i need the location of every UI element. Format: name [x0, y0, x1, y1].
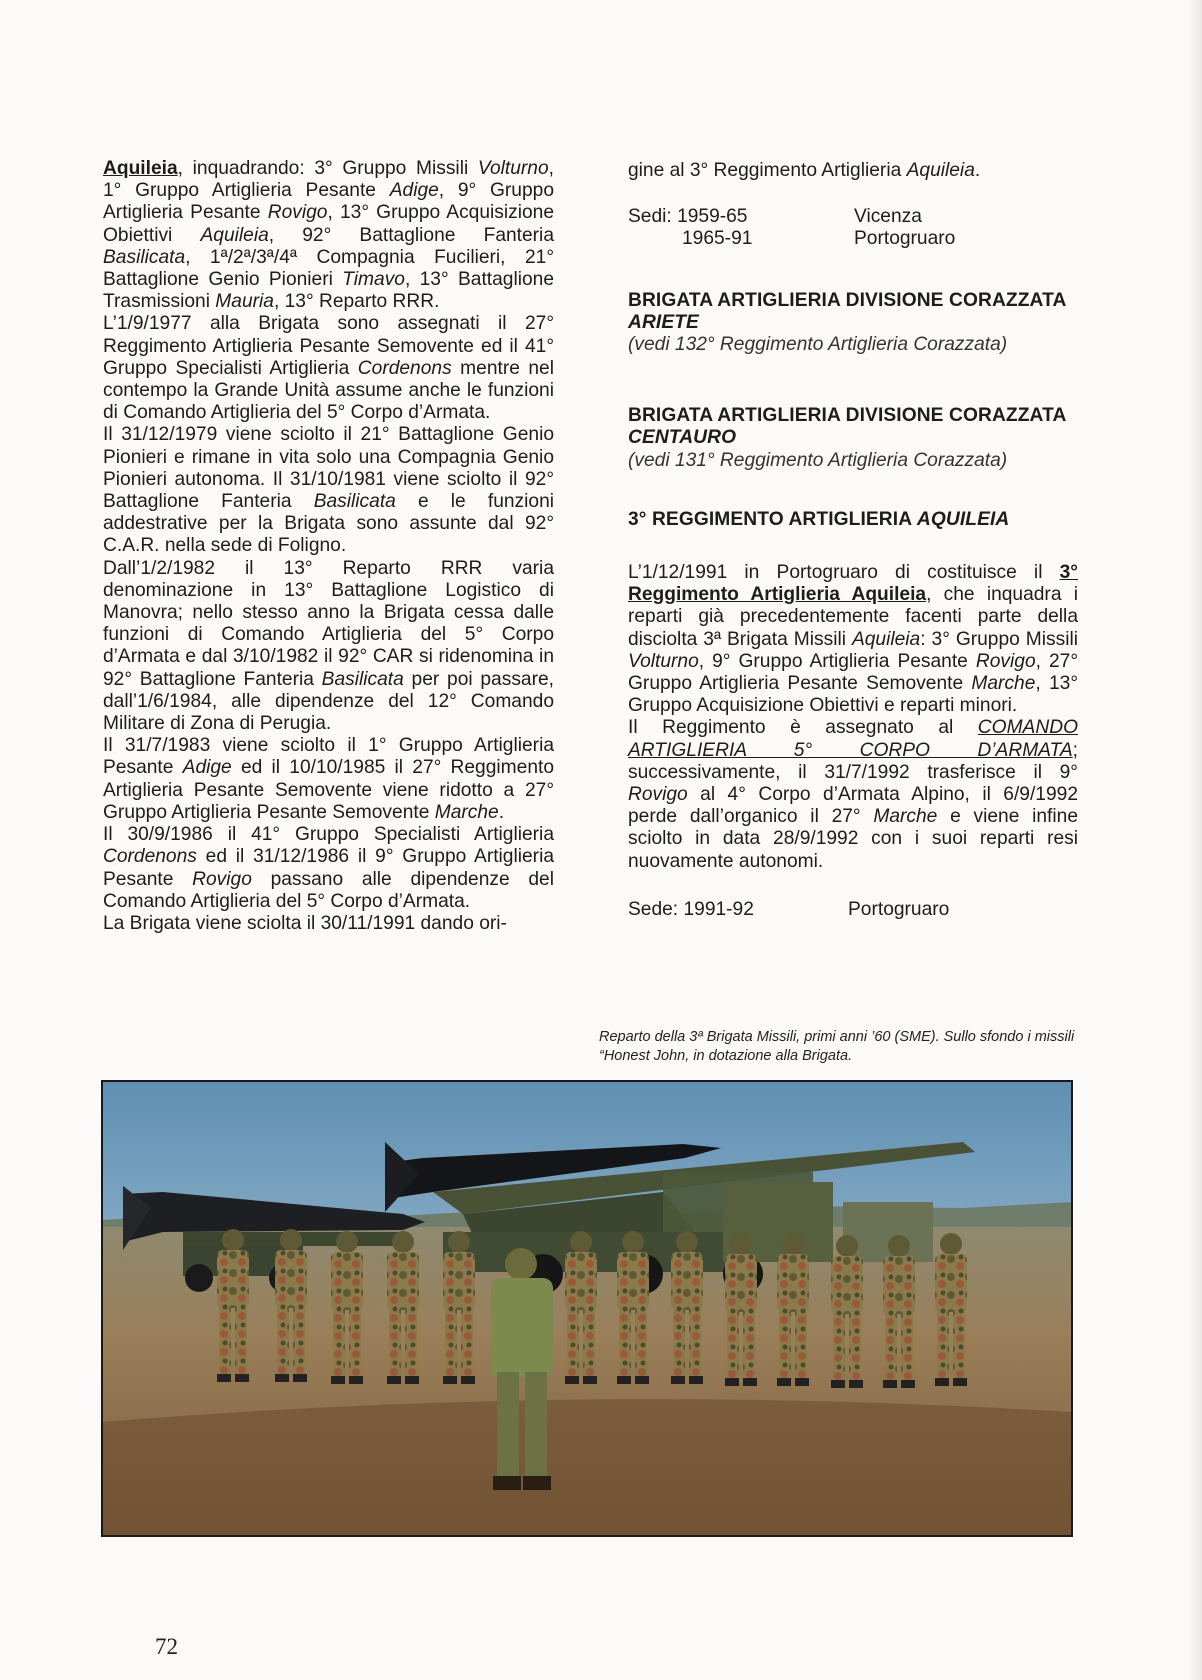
comando-link[interactable]: COMANDO ARTIGLIERIA 5° CORPO D’ARMATA [628, 717, 1078, 761]
photo-missile-battery [101, 1080, 1073, 1537]
page-edge-shadow [1188, 0, 1202, 1680]
paragraph: L’1/9/1977 alla Brigata sono assegnati il 27° Reggimento Artiglieria Pesante Semovente ed il 41° Gruppo Specialisti Artiglieria Cordenons mentre nel contempo la Grande Unità assume anche le funzioni di Comando Artiglieria del 5° Corpo d’Armata. [103, 313, 554, 424]
paragraph: gine al 3° Reggimento Artiglieria Aquileia. [628, 160, 981, 181]
section-heading-ariete: BRIGATA ARTIGLIERIA DIVISIONE CORAZZATA ARIETE [628, 289, 1066, 333]
sedi-row: Sedi: 1959-65 Vicenza [628, 206, 922, 228]
paragraph: Il 31/12/1979 viene sciolto il 21° Battaglione Genio Pionieri e rimane in vita solo una Compagnia Genio Pionieri autonoma. Il 31/10/1981 viene sciolto il 92° Battaglione Fanteria Basilicata e le funzioni addestrative per la Brigata sono assunte dal 92° C.A.R. nella sede di Foligno. [103, 424, 554, 557]
reggimento-link[interactable]: 3° Reggimento Artiglieria Aquileia [628, 562, 1078, 606]
paragraph: Il 30/9/1986 il 41° Gruppo Specialisti Artiglieria Cordenons ed il 31/12/1986 il 9° Gruppo Artiglieria Pesante Rovigo passano alle dipendenze del Comando Artiglieria del 5° Corpo d’Armata. [103, 824, 554, 912]
paragraph: Aquileia, inquadrando: 3° Gruppo Missili Volturno, 1° Gruppo Artiglieria Pesante Adige, 9° Gruppo Artiglieria Pesante Rovigo, 13° Gruppo Acquisizione Obiettivi Aquileia, 92° Battaglione Fanteria Basilicata, 1ª/2ª/3ª/4ª Compagnia Fucilieri, 21° Battaglione Genio Pionieri Timavo, 13° Battaglione Trasmissioni Mauria, 13° Reparto RRR. [103, 158, 554, 313]
right-column [628, 160, 1078, 921]
section-heading-aquileia: 3° REGGIMENTO ARTIGLIERIA AQUILEIA [628, 508, 1010, 530]
paragraph: La Brigata viene sciolta il 30/11/1991 dando ori- [103, 912, 507, 934]
left-column [103, 158, 554, 935]
cross-reference: (vedi 132° Reggimento Artiglieria Corazzata) [628, 334, 1008, 356]
paragraph: Dall’1/2/1982 il 13° Reparto RRR varia denominazione in 13° Battaglione Logistico di Manovra; nello stesso anno la Brigata cessa dalle funzioni di Comando Artiglieria del 5° Corpo d’Armata e dal 3/10/1982 il 92° CAR si ridenomina in 92° Battaglione Fanteria Basilicata per poi passare, dall’1/6/1984, alle dipendenze del 12° Comando Militare di Zona di Perugia. [103, 557, 554, 735]
paragraph: Il 31/7/1983 viene sciolto il 1° Gruppo Artiglieria Pesante Adige ed il 10/10/1985 il 27° Reggimento Artiglieria Pesante Semovente viene ridotto a 27° Gruppo Artiglieria Pesante Semovente Marche. [103, 735, 554, 823]
sede-row: Sede: 1991-92 Portogruaro [628, 898, 950, 920]
cross-reference: (vedi 131° Reggimento Artiglieria Corazzata) [628, 449, 1008, 471]
paragraph: L’1/12/1991 in Portogruaro di costituisce il 3° Reggimento Artiglieria Aquileia, che inquadra i reparti già precedentemente facenti parte della disciolta 3ª Brigata Missili Aquileia: 3° Gruppo Missili Volturno, 9° Gruppo Artiglieria Pesante Rovigo, 27° Gruppo Artiglieria Pesante Semovente Marche, 13° Gruppo Acquisizione Obiettivi e reparti minori. [628, 562, 1079, 717]
photo-illustration [103, 1082, 1071, 1535]
sedi-row: 1965-91 Portogruaro [682, 228, 956, 250]
photo-caption: Reparto della 3ª Brigata Missili, primi anni ’60 (SME). Sullo sfondo i missili “Honest John, in dotazione alla Brigata. [599, 1029, 1075, 1064]
paragraph: Il Reggimento è assegnato al COMANDO ARTIGLIERIA 5° CORPO D’ARMATA; successivamente, il 31/7/1992 trasferisce il 9° Rovigo al 4° Corpo d’Armata Alpino, il 6/9/1992 perde dall’organico il 27° Marche e viene infine sciolto in data 28/9/1992 con i suoi reparti resi nuovamente autonomi. [628, 717, 1078, 872]
section-heading-centauro: BRIGATA ARTIGLIERIA DIVISIONE CORAZZATA CENTAURO [628, 405, 1066, 449]
page-number: 72 [155, 1634, 178, 1659]
aquileia-link[interactable]: Aquileia [103, 158, 178, 179]
